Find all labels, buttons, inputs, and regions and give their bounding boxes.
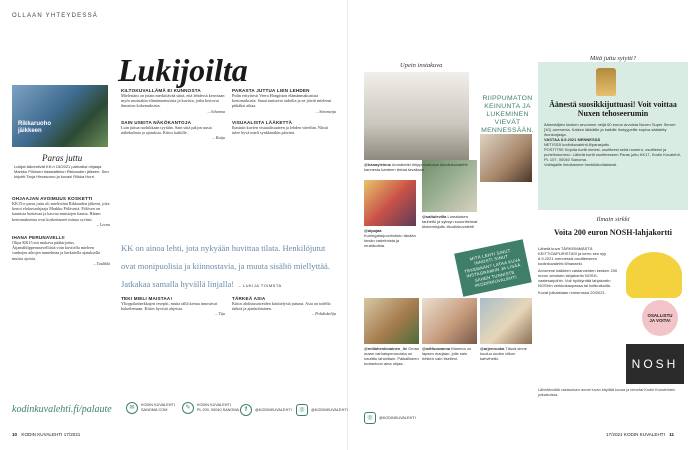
- letter-body: Luin juttua ruohikkaan tyytään. Sain siitä paljon uusia näkökulmia ja ajatuksia. Kiitos kaikille.: [121, 124, 212, 136]
- insta-photo-hammock: [364, 72, 469, 160]
- letter-body: Pidin erityisesti Veera Hongiston elämänmakuisista kertomuksista. Sanat tuntuivat aidoilta ja ne jäivät mieleeni pitkäksi aikaa.: [232, 93, 332, 109]
- photo-overlay-title: Rikkaruoho jäikkeen: [18, 121, 52, 134]
- letter-signature: – Pohdiskelija: [311, 311, 336, 317]
- vote-section-label: Mitä juttu sytytti?: [589, 55, 637, 62]
- photo-caption-body: Lukijat äänestivät KK:n 15/2021 parhaiksi ohjaaja Markku Pölösen haastattelun Rikkauden jäikeen. Sen kirjoitti Tarja Hirvasnoro ja kuvasi Riikka Hurri.: [14, 164, 109, 179]
- insta-caption-3: @saltulevilla Lomalaisen tauhetki ja syksyn suunnitelmat #lukemisjuttu #kodinkuvalehti: [422, 214, 478, 229]
- footer-social-1[interactable]: f @KODINKUVALEHTI: [240, 404, 292, 416]
- insta-photo-bowl: [422, 298, 477, 344]
- letter-heading: TÄRKEÄ ASIA: [232, 296, 266, 301]
- letter-body: Kiitos ahdistusoireiden käsittelystä juttuna. Asia on todella tärkeä ja ajankohtainen.: [232, 301, 331, 312]
- letters-column-1: [12, 196, 110, 266]
- letter-heading: TEKI MIELI MAISTAA!: [121, 296, 173, 301]
- right-page: [348, 0, 696, 450]
- letter-body: Olipa KK15:ssä mukava pääkirjoitus. Äijamählipperunavelliistä voin kuvitella mieleen vanhojen aikojen tunnelmaa ja herkutella ajatuksella muista ajoista.: [12, 240, 101, 261]
- letter-heading: PARASTA JUTTUA LIEN LEHDEN: [232, 88, 310, 93]
- letter-signature: – Tuulikki: [93, 260, 110, 266]
- instagram-icon: ◎: [296, 404, 308, 416]
- instagram-icon: ◎: [364, 412, 376, 424]
- letters-column-2: [121, 88, 225, 140]
- win-section-label: Ilmain sirkki: [596, 216, 630, 223]
- insta-section-label: Upein instakuva: [400, 62, 443, 69]
- letters-column-3: [232, 88, 336, 135]
- letter-body: Ihastuin kuvien visuaalisuuteen ja lehden väreihin. Niistä tulee hyvä mieli synkkinäkin päivinä.: [232, 124, 328, 136]
- nosh-gift-card: [626, 344, 684, 384]
- letter-body: KK15:n paras juttu oli mielestäni Rikkauden jäikeen, joka kertoi elokuvaohjaaja Markku Pölösestä. Pölösen on kaunista luettavaa ja kasvaa muistojen kautta. Hänen kertomuksensa ovat koskettaneet minua syvästi.: [12, 201, 110, 222]
- win-title: Voita 200 euron NOSH-lahjakortti: [553, 228, 672, 237]
- letter-signature: – Leena: [96, 221, 110, 227]
- footer-social-2[interactable]: ◎ @KODINKUVALEHTI: [296, 404, 348, 416]
- pull-quote: [121, 238, 335, 292]
- win-badge: OSALLISTU JA VOITA!: [642, 300, 678, 336]
- insta-caption-4: @millahenkinainen_liv Oman maan varhaisperunoista on nautittu lahioittain. Paikalliseen tuotantoon aina ohjaa.: [364, 346, 420, 366]
- letter-heading: VISUAALISTA LÄÄKETTÄ: [232, 119, 293, 125]
- letters-column-2b: [121, 296, 225, 317]
- footer-brand-1: ✉ KODIN KUVALEHTI SANOMA.COM: [126, 402, 175, 414]
- left-page: [0, 0, 347, 450]
- insta-caption-5: @witfoowanna Mamma on lapsen marjaan, jolle sain hetken vain itselleni.: [422, 346, 472, 361]
- mail-icon: ✎: [182, 402, 194, 414]
- footer-brand-2: ✎ KODIN KUVALEHTI PL 200, 00040 SANOMA: [182, 402, 239, 414]
- footer-feedback-handle[interactable]: kodinkuvalehti.fi/palaute: [12, 404, 112, 415]
- page-title: Lukijoilta: [118, 52, 248, 88]
- letter-signature: – Tiju: [215, 311, 225, 317]
- letter-body: Ylioppilasherkkujen reseptit, muita tällä kertaa innostivat kokeilemaan. Kiitos hyvistä ohjeista.: [121, 301, 218, 312]
- pull-quote-text: KK on ainoa lehti, jota nykyään huvittaa tilata. Henkilöjutut ovat monipuolisia ja kiinnostavia, ja muuta sisältö miellyttää. Jatkakaa samalla hyvällä linjalla!: [121, 243, 330, 289]
- letter-signature: – Sinometja: [316, 108, 336, 114]
- insta-caption-2: @alpajaa Kuningatarjuonhokkiu tänään kesän vadelmista ja mustikoista.: [364, 228, 416, 248]
- envelope-icon: ✉: [126, 402, 138, 414]
- section-label: OLLAAN YHTEYDESSÄ: [12, 13, 98, 19]
- letter-heading: OHJAAJAN AVOIMUUS KOSKETTI: [12, 196, 93, 201]
- insta-quote: RIIPPUMATON KEINUNTA JA LUKEMINEN VIEVÄT MENNESSÄÄN.: [481, 95, 534, 134]
- insta-photo-reading: [480, 134, 532, 182]
- page-folio-right: 17/2021 KODIN KUVALEHTI 11: [606, 432, 675, 437]
- footer-social-right[interactable]: ◎ @KODINKUVALEHTI: [364, 412, 416, 424]
- page-folio: 10 KODIN KUVALEHTI 17/2021: [12, 432, 81, 437]
- insta-caption-6: @arjenruoka Tässä sinne kuuluu uuden viikon kahvihetki.: [480, 346, 527, 361]
- facebook-icon: f: [240, 404, 252, 416]
- photo-caption-title: Paras juttu: [42, 153, 83, 163]
- insta-photo-berries: [364, 180, 416, 226]
- letter-heading: SAIN USEITA NÄKÖKANTOJA: [121, 119, 192, 125]
- letter-signature: – Katja: [212, 135, 225, 141]
- vote-body: Äänestäjien kesken arvomme neljä 60 euron arvoista Nuxen Super Serum [10] -seerumia. Kaiken iäkkäille ja kaikille ihotyypeille sopiva säädetty ihonkorjaaja. VASTAA 8.9.2021 MENNESSÄ NETISSÄ kodinkuvalehti.fi/parasjuttu POSTITSE Kirjoita kortti nimesi, osoitteesi sekä numero, osoitteesi ja puhelinnumero. Lähetä kortti osoitteeseen Paras juttu KK17, Kodin Kuvalehti, PL 107, 00040 Sanoma. Voittajaille ilmoitamme henkilökohtaisesti.: [544, 122, 681, 167]
- featured-photo: [12, 85, 108, 147]
- serum-bottle-image: [596, 68, 616, 96]
- win-note: Lähettämällä vastauksen annat luvan käyttää kuvaa ja nimeäsi Kodin Kuvalehden julkaisuissa.: [538, 388, 676, 397]
- letter-body: Mielestäni on jotain merkittävää siinä, että lehdessä kerrotaan myös muistakin elämäntarinoista ja kuvista, jotka kertovat ihmisten kokemuksista.: [121, 93, 225, 109]
- insta-photo-coffee: [480, 298, 532, 344]
- letter-heading: IHANA PERUNAVELLI!: [12, 235, 65, 241]
- insta-photo-potatoes: [364, 298, 419, 344]
- vote-box: [538, 55, 688, 210]
- vote-title: Äänestä suosikkijuttuasi! Voit voittaa Nuxen tehoseerumin: [549, 100, 677, 118]
- letter-heading: KILTOKUVALLÄMÄ EI KUNNOSTA: [121, 88, 201, 93]
- win-body: Lähetä kuva TÄRKEIMMÄSTÄ KEITTIÖAPURISTASI ja kerro sen syy 8.9.2021 mennessä osoitteeseen kodinkuvalehti.fi/hanaeki. Arvomme kaikkien vastanneiden kesken 200 euron arvoisen lahjakortin NOSH-vaatesarjoihin. Voit hyödyntää lahjakortin NOSHin verkkokaupassa tai kotikutsuilla. Kuvat julkaistaan numerossa 20/2021.: [538, 246, 618, 295]
- letter-signature: – Johanna: [207, 108, 225, 114]
- pull-quote-signature: – LUKIJA TOIMSTA: [238, 283, 282, 288]
- letters-column-3b: [232, 296, 336, 317]
- insta-hashtag-badge: MITÄ LEHTI SINUT INNOSTI SINUT TEKEMÄÄN? LATAA KUVA INSTAGRAMIIN JA LISÄÄ SIIHEN TUNNISTE #KODINKUVALEHTI: [454, 239, 532, 297]
- kettle-image: [626, 252, 682, 298]
- nosh-logo: NOSH: [631, 357, 679, 371]
- insta-caption-1: @hanayleinus #omahetki #riippumatossa #kodinkuvalehti kannesta kanteen tertaa tavallaan.: [364, 162, 468, 172]
